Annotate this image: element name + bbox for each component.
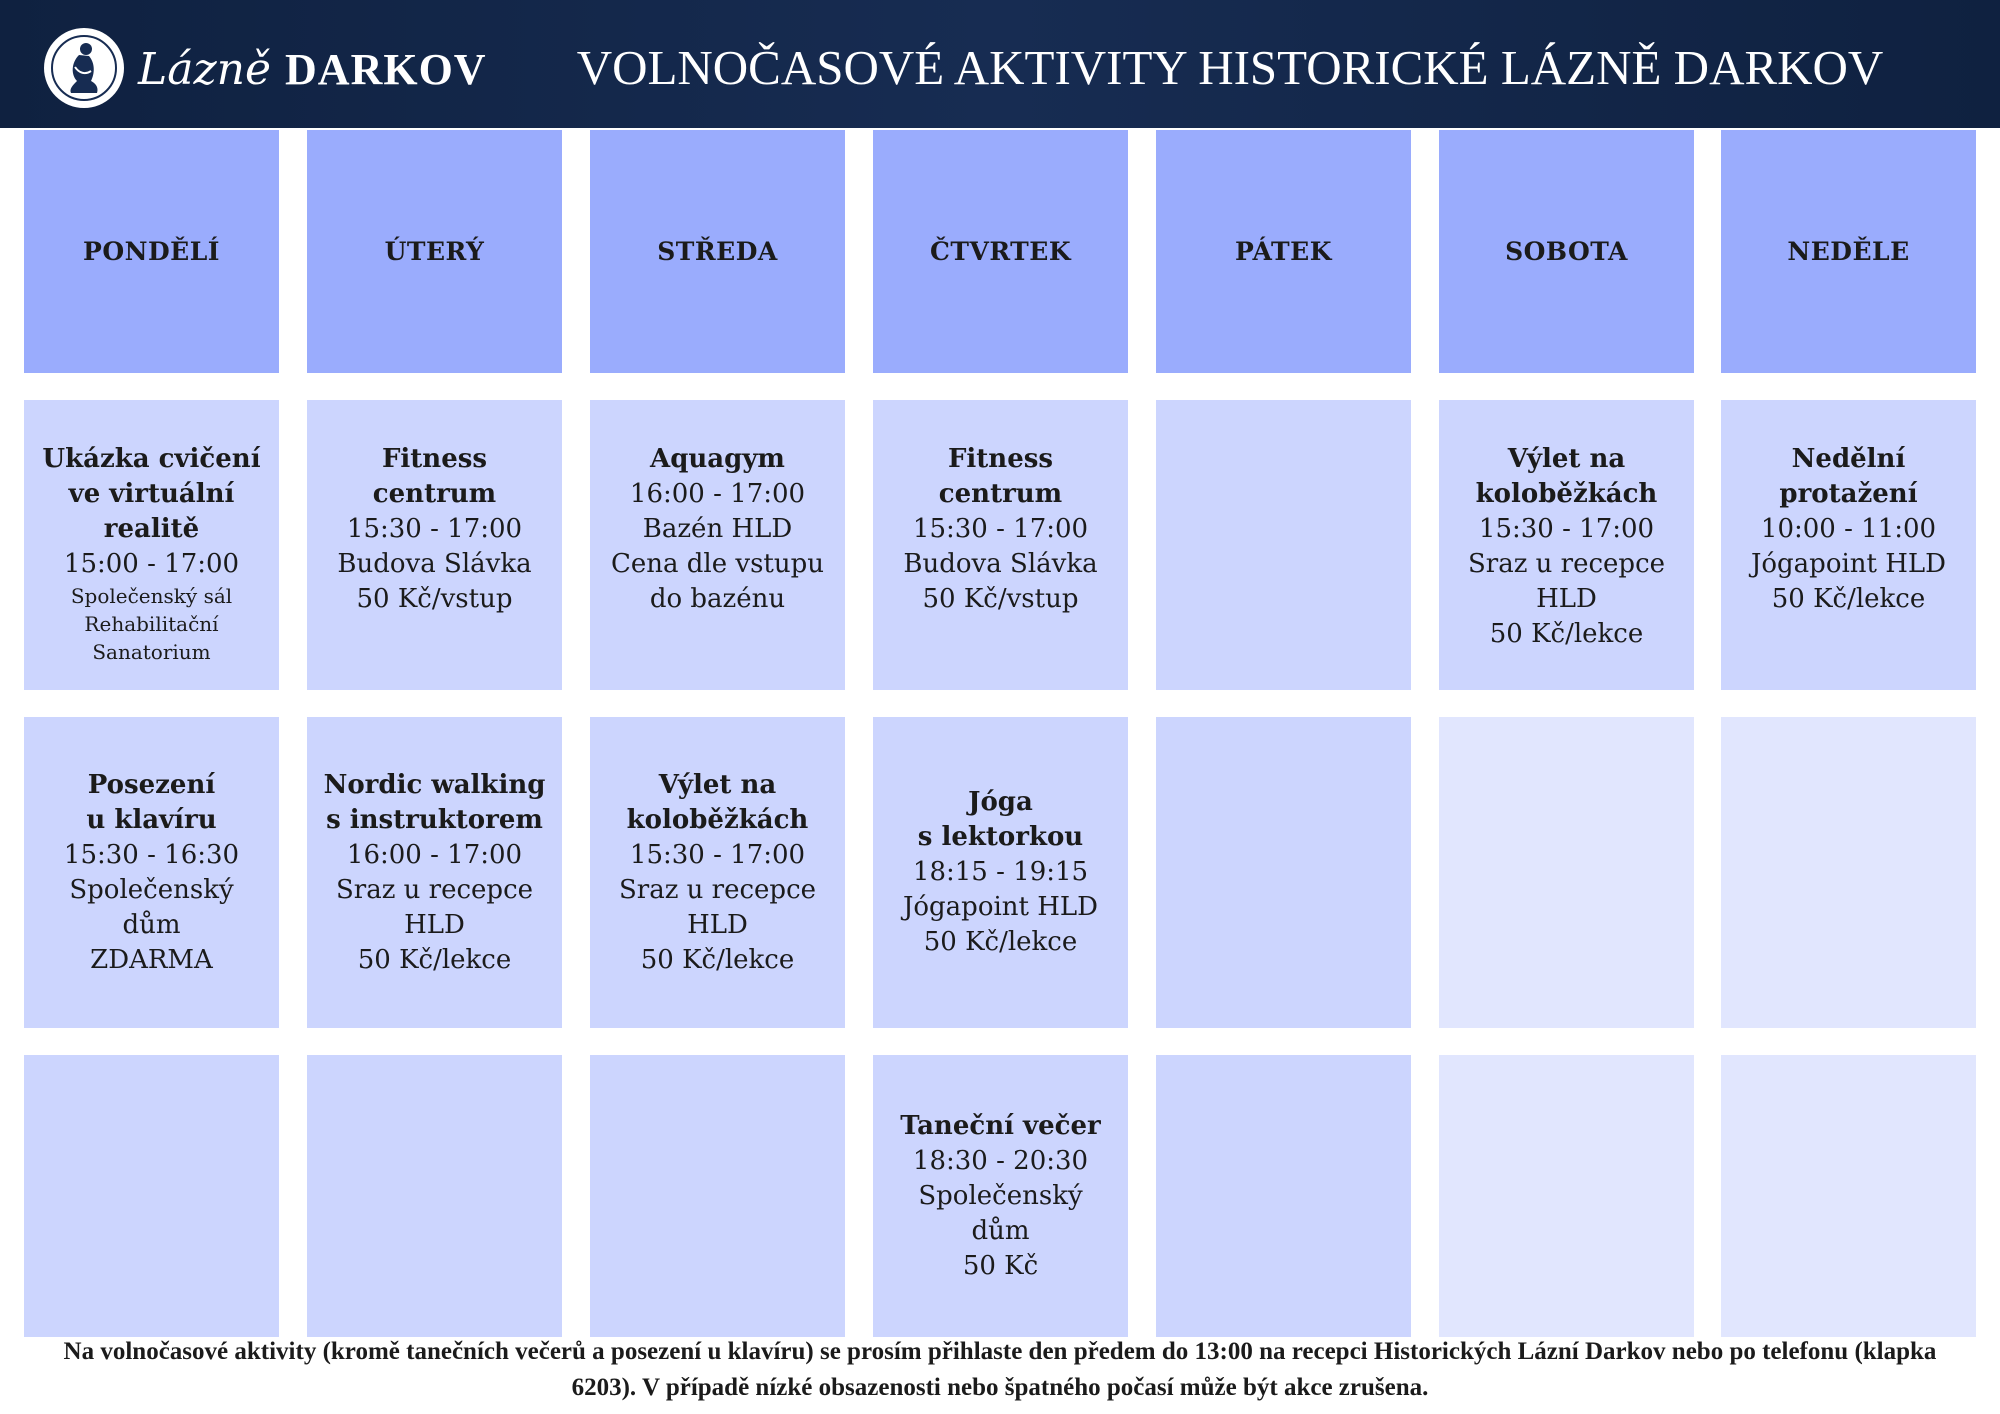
activity-time: 18:30 - 20:30 xyxy=(912,1145,1089,1176)
activity-time: 16:00 - 17:00 xyxy=(346,839,523,870)
day-column-friday xyxy=(1156,130,1411,1337)
activity-time: 15:30 - 17:00 xyxy=(629,839,806,870)
activity-title: Fitness centrum xyxy=(938,444,1063,509)
activity-cell xyxy=(24,400,279,690)
empty-cell xyxy=(1439,1055,1694,1337)
spa-logo-icon xyxy=(44,28,124,108)
activity-title: Výlet na koloběžkách xyxy=(1475,444,1658,509)
activity-title: Posezení u klavíru xyxy=(86,769,217,835)
logo-script-text: Lázně xyxy=(138,44,272,95)
activity-place: Společenský dům xyxy=(69,874,234,940)
activity-place: Jógapoint HLD xyxy=(1750,549,1947,579)
page-title: VOLNOČASOVÉ AKTIVITY HISTORICKÉ LÁZNĚ DARKOV xyxy=(576,40,1884,95)
empty-cell xyxy=(1156,400,1411,690)
empty-cell xyxy=(1156,1055,1411,1337)
activity-title: Výlet na koloběžkách xyxy=(626,769,809,835)
activity-time: 15:30 - 17:00 xyxy=(346,514,523,544)
day-column-tuesday xyxy=(307,130,562,1337)
activity-price: 50 Kč/vstup xyxy=(356,584,513,614)
day-header: SOBOTA xyxy=(1439,130,1694,373)
empty-cell xyxy=(590,1055,845,1337)
activity-cell xyxy=(1721,400,1976,690)
activity-place: Společenský sál Rehabilitační Sanatorium xyxy=(70,584,233,664)
day-header: STŘEDA xyxy=(590,130,845,373)
day-header: NEDĚLE xyxy=(1721,130,1976,373)
activity-time: 18:15 - 19:15 xyxy=(912,857,1089,887)
activity-cell xyxy=(590,717,845,1028)
activity-cell xyxy=(24,717,279,1028)
activity-cell xyxy=(307,717,562,1028)
activity-cell xyxy=(873,400,1128,690)
activity-price: 50 Kč/lekce xyxy=(640,944,795,975)
logo-wordmark xyxy=(138,40,487,100)
day-header: ČTVRTEK xyxy=(873,130,1128,373)
day-column-monday xyxy=(24,130,279,1337)
activity-time: 15:30 - 16:30 xyxy=(63,839,240,870)
activity-place: Budova Slávka xyxy=(903,549,1098,579)
registration-note: Na volnočasové aktivity (kromě tanečních večerů a posezení u klavíru) se prosím přihlaste den předem do 13:00 na recepci Historických Lázní Darkov nebo po telefonu (klapka 6203). V případě nízké obsazenosti nebo špatného počasí může být akce zrušena. xyxy=(63,1338,1937,1401)
day-header: PONDĚLÍ xyxy=(24,130,279,373)
empty-cell xyxy=(1156,717,1411,1028)
schedule-grid xyxy=(24,130,1976,1337)
activity-place: Budova Slávka xyxy=(337,549,532,579)
activity-cell xyxy=(307,400,562,690)
activity-price: 50 Kč xyxy=(962,1250,1039,1281)
activity-title: Jóga s lektorkou xyxy=(917,787,1084,852)
empty-cell xyxy=(1721,1055,1976,1337)
logo-bold-text: DARKOV xyxy=(285,45,487,94)
empty-cell xyxy=(24,1055,279,1337)
activity-title: Fitness centrum xyxy=(372,444,497,509)
activity-place: Sraz u recepce HLD xyxy=(1467,549,1666,614)
activity-price: 50 Kč/vstup xyxy=(922,584,1079,614)
day-header: ÚTERÝ xyxy=(307,130,562,373)
header-banner xyxy=(0,0,2000,128)
activity-title: Aquagym xyxy=(650,444,785,474)
empty-cell xyxy=(1439,717,1694,1028)
activity-time: 15:30 - 17:00 xyxy=(912,514,1089,544)
activity-cell xyxy=(1439,400,1694,690)
activity-price: 50 Kč/lekce xyxy=(1771,584,1926,614)
activity-cell xyxy=(873,1055,1128,1337)
activity-title: Nedělní protažení xyxy=(1779,444,1918,509)
activity-time: 15:30 - 17:00 xyxy=(1478,514,1655,544)
empty-cell xyxy=(307,1055,562,1337)
day-column-saturday xyxy=(1439,130,1694,1337)
activity-time: 16:00 - 17:00 xyxy=(629,479,806,509)
activity-place: Jógapoint HLD xyxy=(902,892,1099,922)
kneeling-figure-icon xyxy=(49,33,119,103)
day-header: PÁTEK xyxy=(1156,130,1411,373)
activity-time: 15:00 - 17:00 xyxy=(63,549,240,579)
day-column-wednesday xyxy=(590,130,845,1337)
activity-title: Ukázka cvičení ve virtuální realitě xyxy=(42,444,261,544)
day-column-thursday xyxy=(873,130,1128,1337)
activity-time: 10:00 - 11:00 xyxy=(1760,514,1937,544)
activity-cell xyxy=(590,400,845,690)
activity-place: Sraz u recepce HLD xyxy=(618,874,817,940)
activity-title: Taneční večer xyxy=(900,1110,1101,1141)
activity-price: 50 Kč/lekce xyxy=(923,927,1078,957)
day-column-sunday xyxy=(1721,130,1976,1337)
activity-price: Cena dle vstupu do bazénu xyxy=(610,549,824,614)
activity-price: ZDARMA xyxy=(90,944,213,975)
activity-place: Bazén HLD xyxy=(642,514,793,544)
activity-place: Společenský dům xyxy=(918,1180,1083,1246)
activity-price: 50 Kč/lekce xyxy=(1489,619,1644,649)
activity-cell xyxy=(873,717,1128,1028)
empty-cell xyxy=(1721,717,1976,1028)
activity-title: Nordic walking s instruktorem xyxy=(323,769,546,835)
activity-price: 50 Kč/lekce xyxy=(357,944,512,975)
activity-place: Sraz u recepce HLD xyxy=(335,874,534,940)
